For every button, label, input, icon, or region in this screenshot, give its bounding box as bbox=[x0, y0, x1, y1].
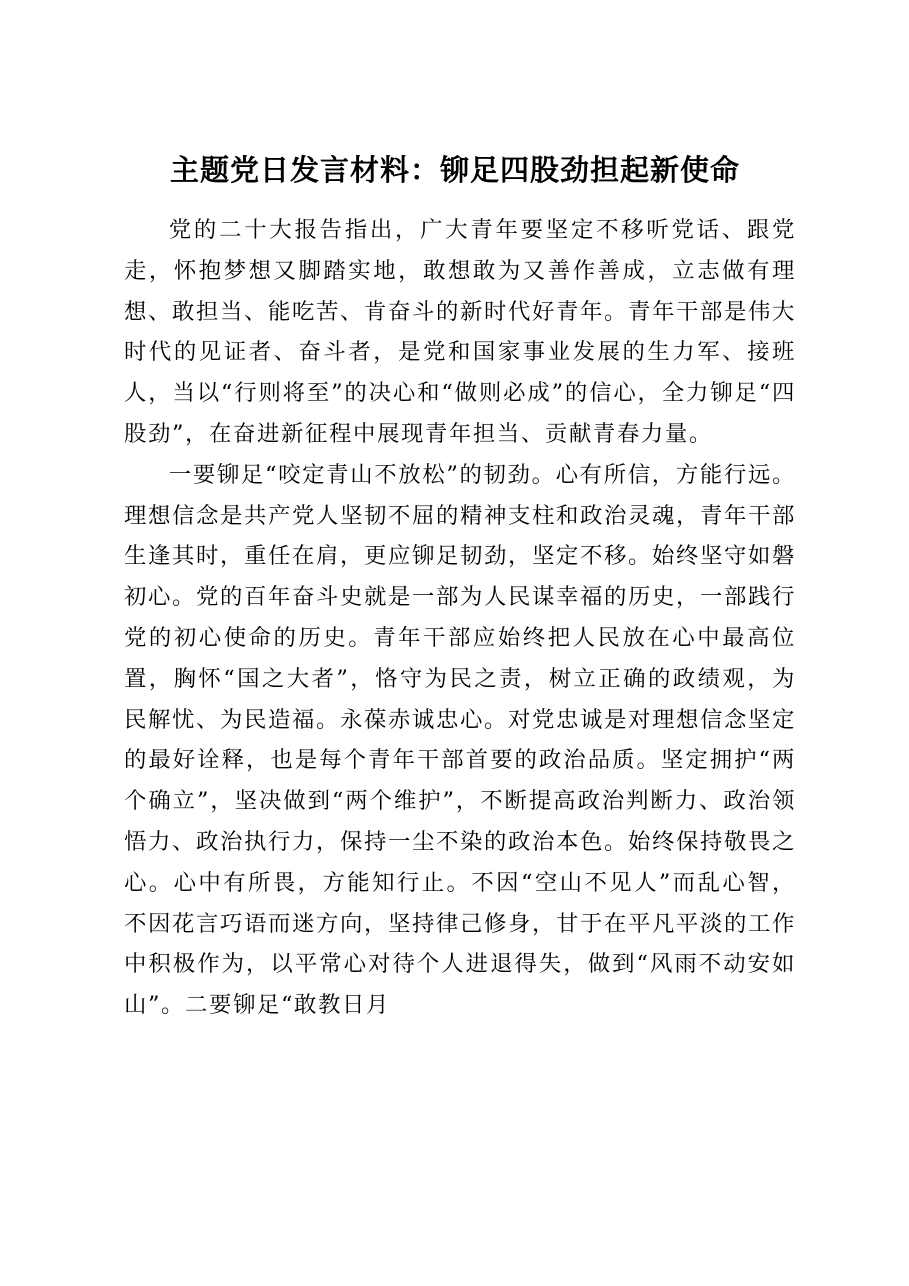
paragraph-first-point: 一要铆足“咬定青山不放松”的韧劲。心有所信，方能行远。理想信念是共产党人坚韧不屈的精神支柱和政治灵魂，青年干部生逢其时，重任在肩，更应铆足韧劲，坚定不移。始终坚守如磐初心。党的百年奋斗史就是一部为人民谋幸福的历史，一部践行党的初心使命的历史。青年干部应始终把人民放在心中最高位置，胸怀“国之大者”，恪守为民之责，树立正确的政绩观，为民解忧、为民造福。永葆赤诚忠心。对党忠诚是对理想信念坚定的最好诠释，也是每个青年干部首要的政治品质。坚定拥护“两个确立”，坚决做到“两个维护”，不断提高政治判断力、政治领悟力、政治执行力，保持一尘不染的政治本色。始终保持敬畏之心。心中有所畏，方能知行止。不因“空山不见人”而乱心智，不因花言巧语而迷方向，坚持律己修身，甘于在平凡平淡的工作中积极作为，以平常心对待个人进退得失，做到“风雨不动安如山”。二要铆足“敢教日月 bbox=[124, 461, 796, 1019]
paragraph-intro: 党的二十大报告指出，广大青年要坚定不移听党话、跟党走，怀抱梦想又脚踏实地，敢想敢为又善作善成，立志做有理想、敢担当、能吃苦、肯奋斗的新时代好青年。青年干部是伟大时代的见证者、奋斗者，是党和国家事业发展的生力军、接班人，当以“行则将至”的决心和“做则必成”的信心，全力铆足“四股劲”，在奋进新征程中展现青年担当、贡献青春力量。 bbox=[124, 217, 796, 447]
document-body bbox=[124, 210, 796, 1026]
document-title: 主题党日发言材料：铆足四股劲担起新使命 bbox=[169, 153, 740, 187]
